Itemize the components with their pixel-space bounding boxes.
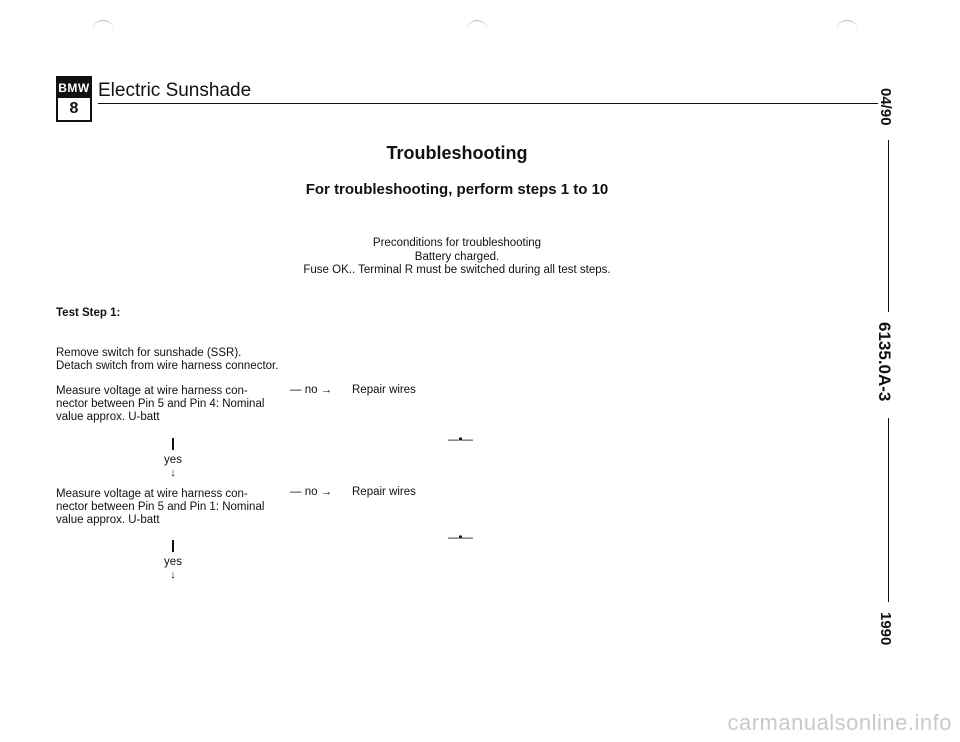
margin-rule [888, 418, 889, 602]
check-2-text [56, 488, 286, 527]
intro-line: Remove switch for sunshade (SSR). [56, 347, 242, 359]
check-line: Measure voltage at wire harness con- [56, 488, 248, 500]
down-arrow-icon: ↓ [170, 467, 176, 479]
header-rule [98, 103, 878, 104]
page-subtitle: For troubleshooting, perform steps 1 to 10 [305, 181, 609, 198]
page-title: Troubleshooting [386, 143, 528, 163]
check-line: nector between Pin 5 and Pin 1: Nominal [56, 501, 265, 513]
check-1-separator: —•— [448, 434, 473, 446]
check-2-yes-arrow [163, 540, 183, 581]
check-line: value approx. U-batt [56, 411, 160, 423]
check-1-result: Repair wires [352, 384, 416, 396]
down-arrow-icon: ↓ [170, 569, 176, 581]
page-corner-mark [836, 20, 858, 43]
preconditions-heading: Preconditions for troubleshooting [372, 237, 542, 249]
margin-doc-number: 6135.0A-3 [875, 322, 894, 402]
check-line: Measure voltage at wire harness con- [56, 385, 248, 397]
margin-year: 1990 [877, 612, 894, 646]
precondition-fuse: Fuse OK.. Terminal R must be switched during all test steps. [303, 264, 611, 276]
page-corner-mark [92, 20, 114, 43]
test-step-label: Test Step 1: [56, 307, 121, 319]
watermark: carmanualsonline.info [727, 710, 952, 735]
check-2-separator: —•— [448, 532, 473, 544]
check-1-yes-arrow [163, 438, 183, 479]
check-1-text [56, 385, 286, 424]
margin-date: 04/90 [877, 88, 894, 126]
logo-brand: BMW [58, 78, 90, 98]
logo-series: 8 [69, 100, 79, 117]
yes-label: yes [164, 454, 182, 466]
precondition-battery: Battery charged. [414, 251, 500, 263]
page-corner-mark [466, 20, 488, 43]
step-intro [56, 347, 286, 373]
check-2-no-label: — no → [290, 486, 333, 498]
flow-bar [172, 438, 174, 450]
flow-bar [172, 540, 174, 552]
intro-line: Detach switch from wire harness connector. [56, 360, 279, 372]
section-title: Electric Sunshade [98, 80, 252, 101]
check-1-no-label: — no → [290, 384, 333, 396]
yes-label: yes [164, 556, 182, 568]
check-2-result: Repair wires [352, 486, 416, 498]
margin-rule [888, 140, 889, 312]
check-line: nector between Pin 5 and Pin 4: Nominal [56, 398, 265, 410]
check-line: value approx. U-batt [56, 514, 160, 526]
bmw-8-logo [56, 76, 92, 122]
